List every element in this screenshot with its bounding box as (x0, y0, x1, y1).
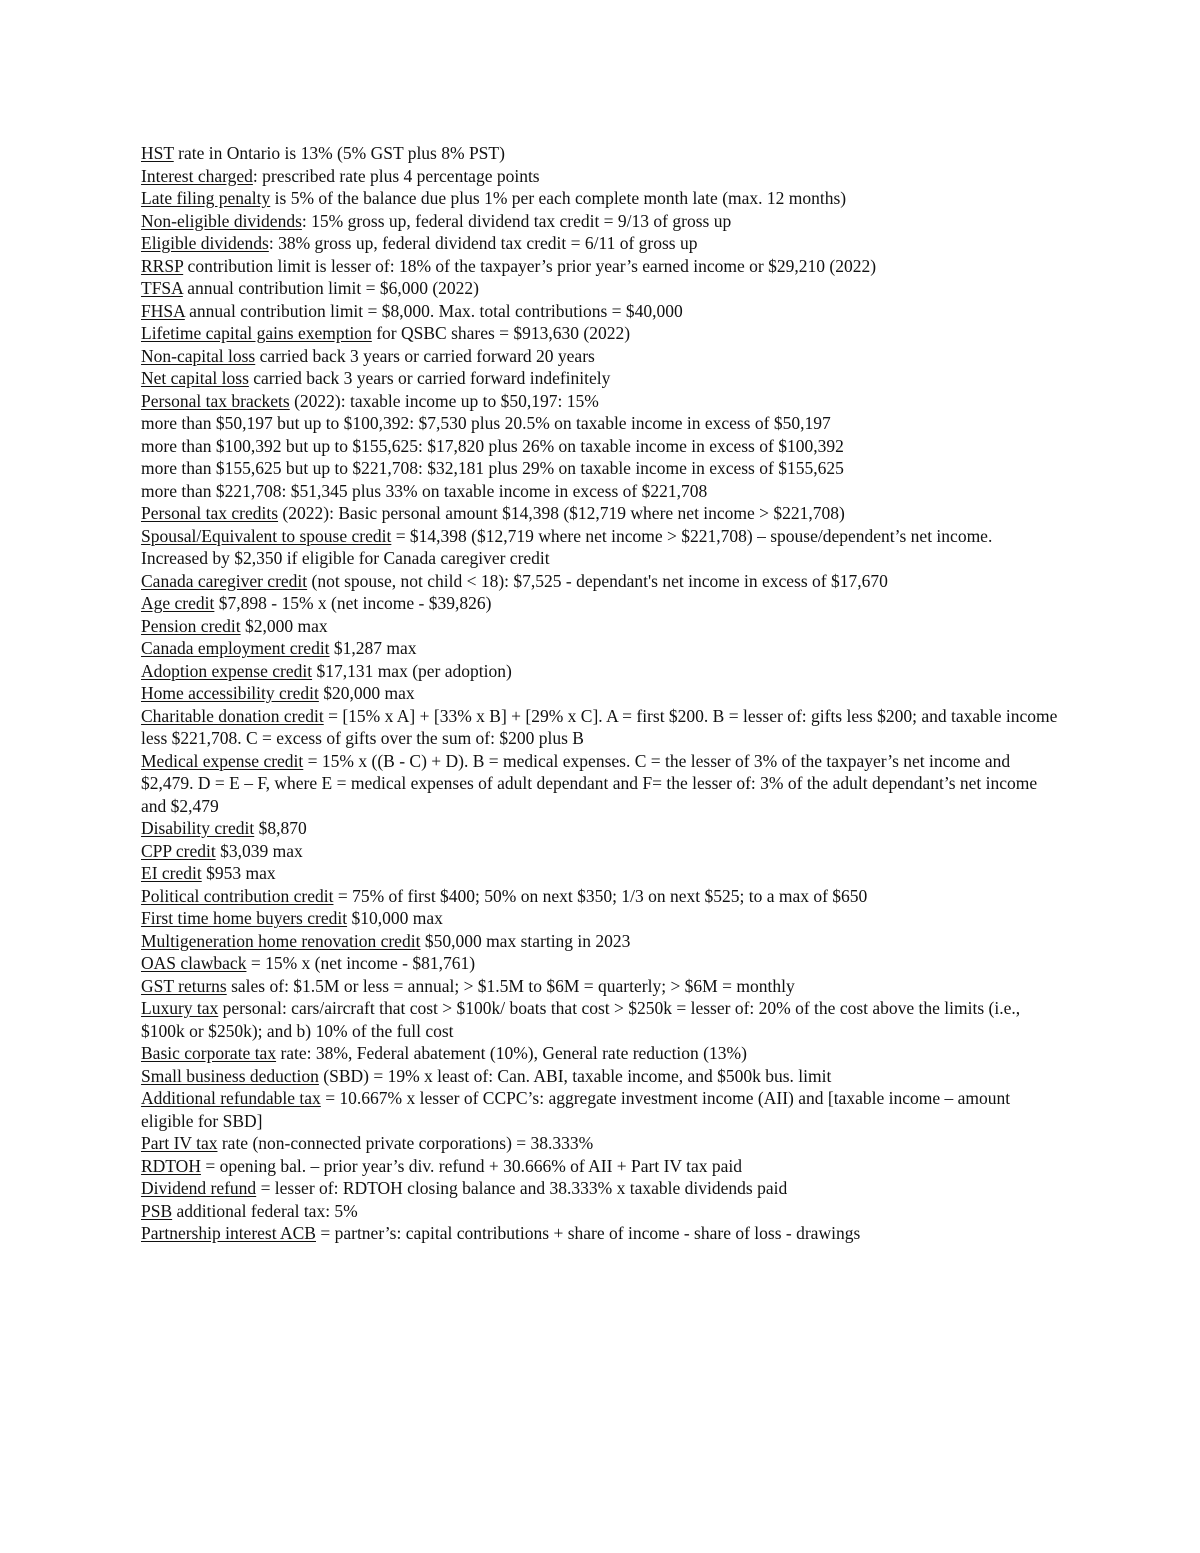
term-description: contribution limit is lesser of: 18% of the taxpayer’s prior year’s earned income or $29,210 (2022) (183, 255, 877, 276)
reference-line (141, 997, 1061, 1042)
term-description: rate (non-connected private corporations) = 38.333% (217, 1133, 594, 1153)
term-description: (2022): taxable income up to $50,197: 15% (289, 390, 599, 411)
term-description: more than $221,708: $51,345 plus 33% on taxable income in excess of $221,708 (141, 480, 708, 501)
reference-line (141, 1065, 1061, 1088)
term-label: Age credit (141, 593, 215, 613)
term-label: Eligible dividends (141, 233, 269, 253)
reference-line (141, 345, 1061, 368)
reference-line (141, 705, 1061, 750)
reference-line (141, 187, 1061, 210)
reference-line (141, 142, 1061, 165)
term-description: = lesser of: RDTOH closing balance and 38.333% x taxable dividends paid (256, 1178, 788, 1198)
reference-line (141, 907, 1061, 930)
term-description: = 10.667% x lesser of CCPC’s: aggregate investment income (AII) and [taxable income – amount eligible for SBD] (141, 1088, 1011, 1131)
reference-line (141, 480, 1061, 503)
reference-line (141, 1177, 1061, 1200)
term-label: Basic corporate tax (141, 1043, 277, 1063)
term-label: Canada employment credit (141, 638, 330, 658)
term-label: PSB (141, 1200, 173, 1221)
term-label: Non-capital loss (141, 345, 256, 366)
term-description: = opening bal. – prior year’s div. refund + 30.666% of AII + Part IV tax paid (200, 1155, 743, 1176)
term-label: Late filing penalty (141, 188, 271, 208)
reference-line (141, 367, 1061, 390)
reference-line (141, 525, 1061, 570)
term-description: = 15% x (net income - $81,761) (246, 953, 476, 973)
term-description: for QSBC shares = $913,630 (2022) (371, 323, 631, 343)
term-description: $7,898 - 15% x (net income - $39,826) (214, 593, 492, 613)
term-label: GST returns (141, 975, 227, 996)
term-label: Adoption expense credit (141, 660, 313, 681)
reference-line (141, 457, 1061, 480)
term-label: Home accessibility credit (141, 683, 319, 703)
term-label: FHSA (141, 300, 185, 321)
term-label: Pension credit (141, 615, 241, 636)
term-label: Personal tax brackets (141, 390, 290, 411)
tax-reference-sheet (141, 142, 1061, 1245)
term-description: more than $155,625 but up to $221,708: $32,181 plus 29% on taxable income in excess of $155,625 (141, 458, 844, 478)
reference-line (141, 1087, 1061, 1132)
term-description: : prescribed rate plus 4 percentage points (252, 165, 540, 186)
term-label: RDTOH (141, 1155, 201, 1176)
reference-line (141, 390, 1061, 413)
reference-line (141, 1200, 1061, 1223)
reference-line (141, 952, 1061, 975)
term-description: $10,000 max (347, 908, 443, 928)
term-label: EI credit (141, 863, 202, 883)
term-description: = 75% of first $400; 50% on next $350; 1/3 on next $525; to a max of $650 (333, 885, 868, 906)
term-label: Canada caregiver credit (141, 570, 308, 591)
term-description: more than $50,197 but up to $100,392: $7,530 plus 20.5% on taxable income in excess of $50,197 (141, 413, 831, 433)
term-description: (2022): Basic personal amount $14,398 ($12,719 where net income > $221,708) (278, 503, 845, 523)
term-description: : 38% gross up, federal dividend tax credit = 6/11 of gross up (268, 233, 698, 253)
term-description: $50,000 max starting in 2023 (420, 930, 631, 951)
term-description: = partner’s: capital contributions + share of income - share of loss - drawings (315, 1223, 861, 1243)
reference-line (141, 592, 1061, 615)
term-label: Non-eligible dividends (141, 210, 302, 231)
reference-line (141, 412, 1061, 435)
term-description: = $14,398 ($12,719 where net income > $221,708) – spouse/dependent’s net income. Increased by $2,350 if eligible for Canada caregiver credit (141, 525, 993, 568)
term-description: = 15% x ((B - C) + D). B = medical expenses. C = the lesser of 3% of the taxpayer’s net income and $2,479. D = E – F, where E = medical expenses of adult dependant and F= the lesser of: 3% of the adult dependant’s net income and $2,479 (141, 750, 1038, 816)
term-description: $2,000 max (240, 615, 328, 636)
term-description: $17,131 max (per adoption) (312, 660, 512, 681)
reference-line (141, 975, 1061, 998)
reference-line (141, 1222, 1061, 1245)
term-label: OAS clawback (141, 953, 247, 973)
reference-line (141, 210, 1061, 233)
reference-line (141, 165, 1061, 188)
reference-line (141, 1155, 1061, 1178)
term-label: Small business deduction (141, 1065, 319, 1086)
reference-line (141, 277, 1061, 300)
term-description: carried back 3 years or carried forward 20 years (255, 345, 595, 366)
term-description: $20,000 max (318, 683, 415, 703)
term-label: Disability credit (141, 818, 255, 838)
term-description: = [15% x A] + [33% x B] + [29% x C]. A = first $200. B = lesser of: gifts less $200; and taxable income less $221,708. C = excess of gifts over the sum of: $200 plus B (141, 705, 1058, 748)
term-label: Part IV tax (141, 1133, 218, 1153)
reference-line (141, 1132, 1061, 1155)
reference-line (141, 502, 1061, 525)
term-description: is 5% of the balance due plus 1% per each complete month late (max. 12 months) (270, 188, 847, 208)
term-description: rate: 38%, Federal abatement (10%), General rate reduction (13%) (276, 1043, 747, 1063)
term-label: Spousal/Equivalent to spouse credit (141, 525, 392, 546)
term-label: Additional refundable tax (141, 1088, 321, 1108)
term-description: more than $100,392 but up to $155,625: $17,820 plus 26% on taxable income in excess of $100,392 (141, 435, 844, 456)
term-label: TFSA (141, 278, 183, 298)
term-label: Net capital loss (141, 368, 249, 388)
term-description: annual contribution limit = $8,000. Max. total contributions = $40,000 (184, 300, 683, 321)
reference-line (141, 840, 1061, 863)
term-label: Multigeneration home renovation credit (141, 930, 421, 951)
reference-line (141, 322, 1061, 345)
term-description: annual contribution limit = $6,000 (2022) (182, 278, 479, 298)
term-label: RRSP (141, 255, 184, 276)
term-description: rate in Ontario is 13% (5% GST plus 8% PST) (173, 143, 505, 163)
reference-line (141, 660, 1061, 683)
term-description: additional federal tax: 5% (172, 1200, 358, 1221)
term-description: : 15% gross up, federal dividend tax credit = 9/13 of gross up (301, 210, 732, 231)
reference-line (141, 750, 1061, 818)
reference-line (141, 570, 1061, 593)
term-description: (SBD) = 19% x least of: Can. ABI, taxable income, and $500k bus. limit (318, 1065, 832, 1086)
reference-line (141, 930, 1061, 953)
term-description: $3,039 max (215, 840, 303, 861)
reference-line (141, 615, 1061, 638)
term-description: personal: cars/aircraft that cost > $100k/ boats that cost > $250k = lesser of: 20% of the cost above the limits (i.e., $100k or $250k); and b) 10% of the full cost (141, 998, 1021, 1041)
term-label: Partnership interest ACB (141, 1223, 316, 1243)
term-label: CPP credit (141, 840, 216, 861)
term-label: Dividend refund (141, 1178, 257, 1198)
term-description: $1,287 max (329, 638, 417, 658)
term-label: Interest charged (141, 165, 253, 186)
term-description: $8,870 (254, 818, 307, 838)
term-description: carried back 3 years or carried forward indefinitely (248, 368, 611, 388)
reference-line (141, 255, 1061, 278)
reference-line (141, 1042, 1061, 1065)
term-label: Luxury tax (141, 998, 219, 1018)
reference-line (141, 637, 1061, 660)
term-label: Lifetime capital gains exemption (141, 323, 372, 343)
term-description: $953 max (201, 863, 276, 883)
reference-line (141, 232, 1061, 255)
reference-line (141, 885, 1061, 908)
reference-line (141, 435, 1061, 458)
term-label: Political contribution credit (141, 885, 334, 906)
term-label: First time home buyers credit (141, 908, 348, 928)
reference-line (141, 817, 1061, 840)
term-label: Personal tax credits (141, 503, 279, 523)
reference-line (141, 300, 1061, 323)
term-description: (not spouse, not child < 18): $7,525 - dependant's net income in excess of $17,670 (307, 570, 888, 591)
term-description: sales of: $1.5M or less = annual; > $1.5M to $6M = quarterly; > $6M = monthly (226, 975, 795, 996)
reference-line (141, 682, 1061, 705)
term-label: HST (141, 143, 174, 163)
reference-line (141, 862, 1061, 885)
term-label: Medical expense credit (141, 750, 304, 771)
term-label: Charitable donation credit (141, 705, 324, 726)
